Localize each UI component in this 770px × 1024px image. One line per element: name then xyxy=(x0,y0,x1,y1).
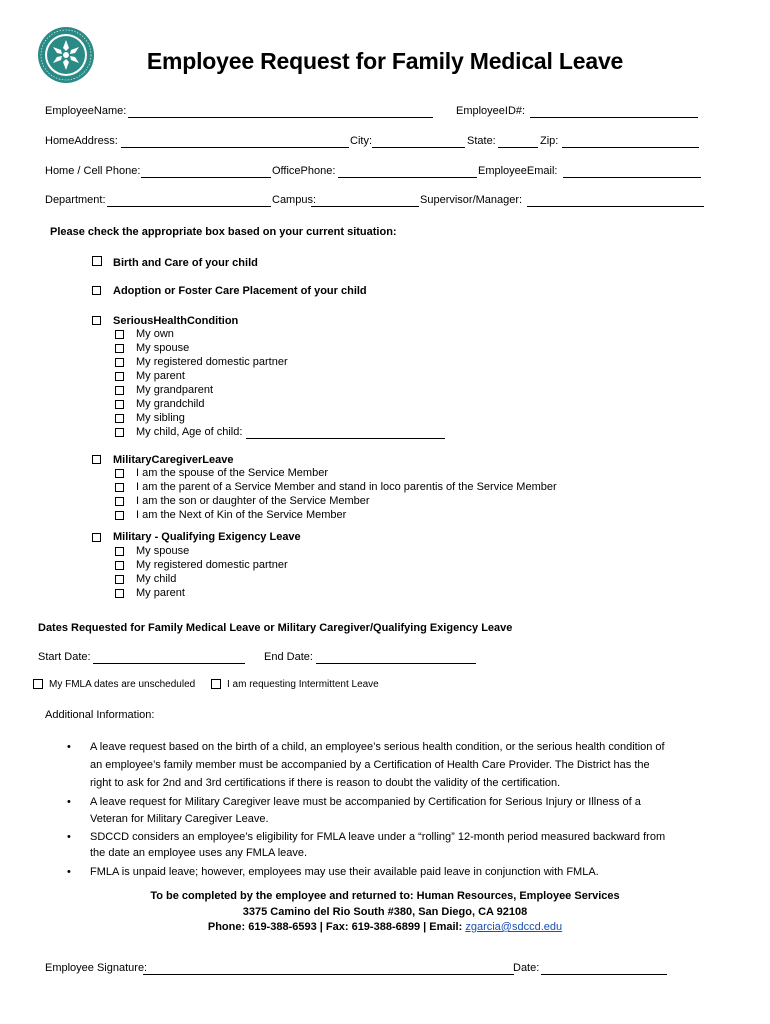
caregiver-kin-checkbox[interactable] xyxy=(115,511,124,520)
employee-name-label: EmployeeName: xyxy=(45,105,127,117)
caregiver-spouse-label: I am the spouse of the Service Member xyxy=(136,467,328,479)
caregiver-parent-label: I am the parent of a Service Member and stand in loco parentis of the Service Member xyxy=(136,481,557,493)
info-paragraph-1-line-3: right to ask for 2nd and 3rd certifications if there is reason to doubt the validity of the certification. xyxy=(90,777,561,789)
military-exigency-checkbox[interactable] xyxy=(92,533,101,542)
exigency-parent-checkbox[interactable] xyxy=(115,589,124,598)
serious-partner-label: My registered domestic partner xyxy=(136,356,288,368)
start-date-label: Start Date: xyxy=(38,651,91,663)
department-input[interactable] xyxy=(107,206,271,207)
supervisor-label: Supervisor/Manager: xyxy=(420,194,523,206)
department-label: Department: xyxy=(45,194,106,206)
info-paragraph-3-line-2: the date an employee uses any FMLA leave. xyxy=(90,847,308,859)
signature-date-input[interactable] xyxy=(541,974,667,975)
caregiver-kin-label: I am the Next of Kin of the Service Member xyxy=(136,509,347,521)
military-caregiver-label: MilitaryCaregiverLeave xyxy=(113,454,234,466)
signature-input[interactable] xyxy=(143,974,514,975)
intermittent-checkbox[interactable] xyxy=(211,679,221,689)
intermittent-label: I am requesting Intermittent Leave xyxy=(227,679,379,690)
birth-checkbox[interactable] xyxy=(92,256,102,266)
serious-grandparent-label: My grandparent xyxy=(136,384,214,396)
zip-label: Zip: xyxy=(540,135,559,147)
serious-sibling-checkbox[interactable] xyxy=(115,414,124,423)
info-paragraph-4-line-1: FMLA is unpaid leave; however, employees may use their available paid leave in conjunction with FMLA. xyxy=(90,866,599,878)
info-paragraph-2-line-1: A leave request for Military Caregiver leave must be accompanied by Certification for Serious Injury or Illness of a xyxy=(90,796,641,808)
exigency-partner-label: My registered domestic partner xyxy=(136,559,288,571)
supervisor-input[interactable] xyxy=(527,206,704,207)
return-instructions: To be completed by the employee and returned to: Human Resources, Employee Services xyxy=(150,890,620,902)
info-paragraph-1-line-1: A leave request based on the birth of a child, an employee’s serious health condition, or the serious health condition of xyxy=(90,741,665,753)
info-paragraph-2-line-2: Veteran for Military Caregiver Leave. xyxy=(90,813,269,825)
serious-parent-checkbox[interactable] xyxy=(115,372,124,381)
start-date-input[interactable] xyxy=(93,663,245,664)
employee-name-input[interactable] xyxy=(128,117,433,118)
home-cell-phone-input[interactable] xyxy=(141,177,271,178)
employee-id-label: EmployeeID#: xyxy=(456,105,526,117)
serious-spouse-label: My spouse xyxy=(136,342,190,354)
exigency-parent-label: My parent xyxy=(136,587,185,599)
adoption-checkbox[interactable] xyxy=(92,286,101,295)
serious-own-checkbox[interactable] xyxy=(115,330,124,339)
zip-input[interactable] xyxy=(562,147,699,148)
exigency-spouse-checkbox[interactable] xyxy=(115,547,124,556)
campus-label: Campus: xyxy=(272,194,317,206)
bullet-icon: • xyxy=(67,866,71,878)
serious-spouse-checkbox[interactable] xyxy=(115,344,124,353)
end-date-label: End Date: xyxy=(264,651,313,663)
dates-heading: Dates Requested for Family Medical Leave or Military Caregiver/Qualifying Exigency Leave xyxy=(38,622,513,634)
bullet-icon: • xyxy=(67,831,71,843)
bullet-icon: • xyxy=(67,796,71,808)
employee-email-label: EmployeeEmail: xyxy=(478,165,558,177)
caregiver-spouse-checkbox[interactable] xyxy=(115,469,124,478)
email-link[interactable]: zgarcia@sdccd.edu xyxy=(465,921,563,933)
unscheduled-checkbox[interactable] xyxy=(33,679,43,689)
military-caregiver-checkbox[interactable] xyxy=(92,455,101,464)
info-paragraph-1-line-2: an employee’s family member must be accompanied by a Certification of Health Care Provider. The District has the xyxy=(90,759,650,771)
return-address: 3375 Camino del Rio South #380, San Diego, CA 92108 xyxy=(242,906,528,918)
serious-grandchild-label: My grandchild xyxy=(136,398,205,410)
exigency-spouse-label: My spouse xyxy=(136,545,190,557)
state-input[interactable] xyxy=(498,147,538,148)
unscheduled-label: My FMLA dates are unscheduled xyxy=(49,679,196,690)
child-age-input[interactable] xyxy=(246,438,445,439)
bullet-icon: • xyxy=(67,741,71,753)
exigency-child-checkbox[interactable] xyxy=(115,575,124,584)
additional-info-heading: Additional Information: xyxy=(45,709,155,721)
office-phone-input[interactable] xyxy=(338,177,477,178)
signature-label: Employee Signature: xyxy=(45,962,148,974)
end-date-input[interactable] xyxy=(316,663,476,664)
serious-partner-checkbox[interactable] xyxy=(115,358,124,367)
serious-health-checkbox[interactable] xyxy=(92,316,101,325)
home-address-label: HomeAddress: xyxy=(45,135,118,147)
info-paragraph-3-line-1: SDCCD considers an employee’s eligibility for FMLA leave under a “rolling” 12-month period measured backward from xyxy=(90,831,666,843)
military-exigency-label: Military - Qualifying Exigency Leave xyxy=(113,531,301,543)
caregiver-child-label: I am the son or daughter of the Service Member xyxy=(136,495,370,507)
serious-parent-label: My parent xyxy=(136,370,185,382)
exigency-child-label: My child xyxy=(136,573,177,585)
serious-grandparent-checkbox[interactable] xyxy=(115,386,124,395)
adoption-label: Adoption or Foster Care Placement of your child xyxy=(113,285,367,297)
office-phone-label: OfficePhone: xyxy=(272,165,336,177)
home-address-input[interactable] xyxy=(121,147,349,148)
serious-grandchild-checkbox[interactable] xyxy=(115,400,124,409)
campus-input[interactable] xyxy=(311,206,419,207)
serious-child-label: My child, Age of child: xyxy=(136,426,243,438)
employee-email-input[interactable] xyxy=(563,177,701,178)
serious-own-label: My own xyxy=(136,328,174,340)
serious-sibling-label: My sibling xyxy=(136,412,185,424)
instructions-text: Please check the appropriate box based on your current situation: xyxy=(50,226,397,238)
serious-child-checkbox[interactable] xyxy=(115,428,124,437)
page-title: Employee Request for Family Medical Leave xyxy=(146,48,624,74)
city-label: City: xyxy=(350,135,372,147)
exigency-partner-checkbox[interactable] xyxy=(115,561,124,570)
serious-health-label: SeriousHealthCondition xyxy=(113,315,239,327)
caregiver-parent-checkbox[interactable] xyxy=(115,483,124,492)
contact-phone-fax: Phone: 619-388-6593 | Fax: 619-388-6899 | Email: xyxy=(207,921,466,933)
city-input[interactable] xyxy=(372,147,465,148)
home-cell-phone-label: Home / Cell Phone: xyxy=(45,165,141,177)
birth-label: Birth and Care of your child xyxy=(113,257,258,269)
employee-id-input[interactable] xyxy=(530,117,698,118)
contact-line xyxy=(0,921,770,933)
caregiver-child-checkbox[interactable] xyxy=(115,497,124,506)
state-label: State: xyxy=(467,135,496,147)
signature-date-label: Date: xyxy=(513,962,540,974)
